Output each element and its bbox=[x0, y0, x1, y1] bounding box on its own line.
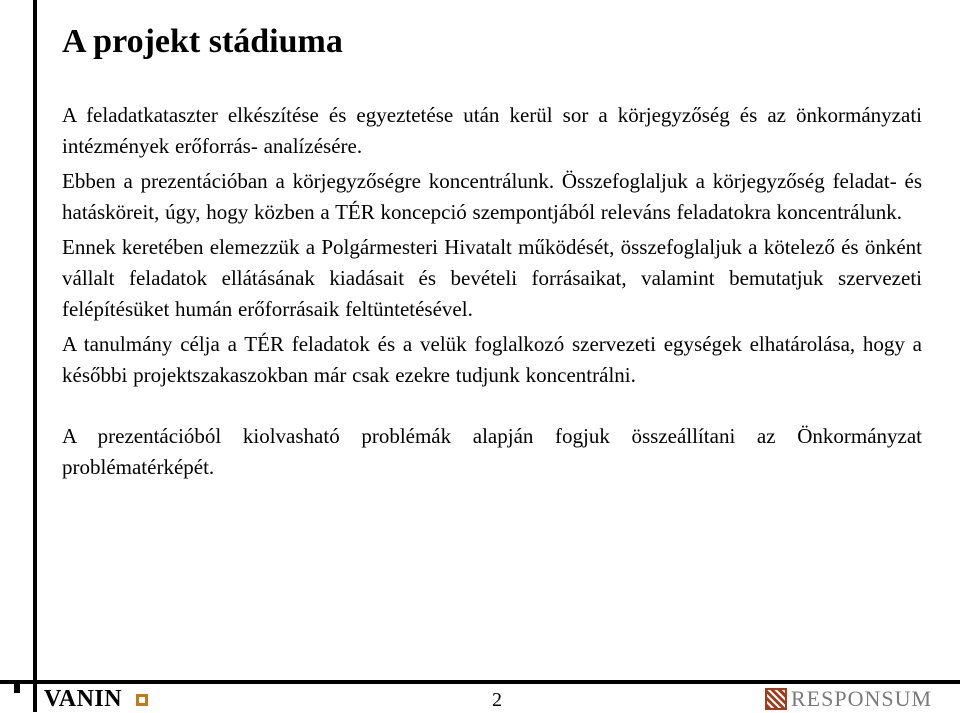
slide-title: A projekt stádiuma bbox=[62, 23, 343, 60]
vanin-logo-text: VANIN bbox=[44, 686, 123, 712]
paragraph-3: Ennek keretében elemezzük a Polgármesteri Hivatalt működését, összefoglaljuk a kötelező és önként vállalt feladatok ellátásának kiadásait és bevételi forrásaikat, valamint bemutatjuk szervezeti felépítésüket humán erőforrásaik feltüntetésével. bbox=[62, 235, 922, 321]
paragraph-5: A prezentációból kiolvasható problémák alapján fogjuk összeállítani az Önkormányzat problématérképét. bbox=[62, 424, 922, 479]
paragraph-1: A feladatkataszter elkészítése és egyeztetése után kerül sor a körjegyzőség és az önkormányzati intézmények erőforrás- analízésére. bbox=[62, 103, 922, 158]
responsum-mark-icon bbox=[765, 688, 787, 710]
vanin-logo bbox=[44, 686, 148, 713]
slide-body bbox=[62, 100, 922, 483]
responsum-logo bbox=[765, 686, 932, 712]
paragraph-2: Ebben a prezentációban a körjegyzőségre koncentrálunk. Összefoglaljuk a körjegyzőség feladat- és hatásköreit, úgy, hogy közben a TÉR koncepció szempontjából releváns feladatokra koncentrálunk. bbox=[62, 169, 922, 224]
left-vertical-rule bbox=[33, 0, 37, 712]
responsum-logo-text: RESPONSUM bbox=[791, 686, 933, 711]
page-number: 2 bbox=[492, 689, 502, 711]
paragraph-4: A tanulmány célja a TÉR feladatok és a velük foglalkozó szervezeti egységek elhatárolása, hogy a későbbi projektszakaszokban már csak ezekre tudjunk koncentrálni. bbox=[62, 332, 922, 387]
vanin-square-icon bbox=[136, 694, 148, 706]
corner-mark bbox=[14, 681, 20, 693]
footer-horizontal-rule bbox=[0, 680, 960, 684]
